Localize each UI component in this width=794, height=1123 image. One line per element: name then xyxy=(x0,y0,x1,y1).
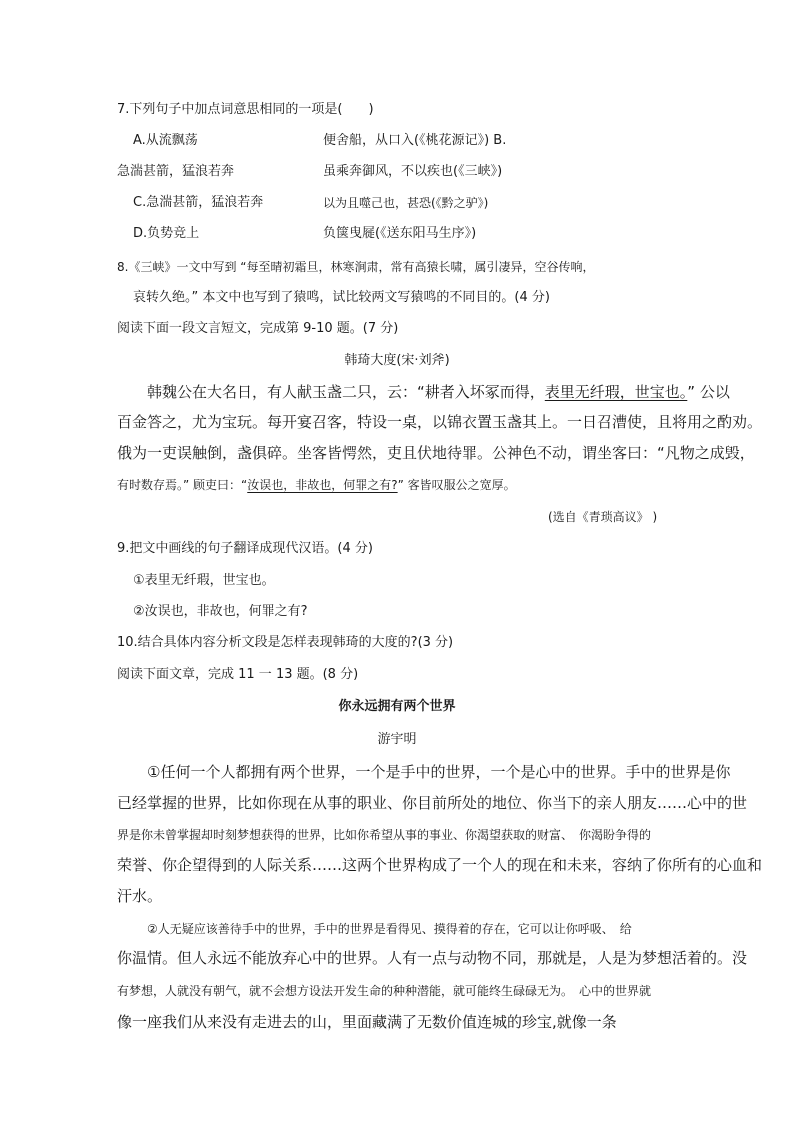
q8-line1: 8.《三峡》一文中写到 “每至晴初霜旦，林寒涧肃，常有高猿长啸，属引凄异，空谷传响， xyxy=(117,260,595,274)
passage1-line3: 俄为一吏误触倒，盏俱碎。坐客皆愕然，吏且伏地待罪。公神色不动，谓坐客曰：“凡物之成毁， xyxy=(117,444,755,462)
q7-row3-left: C.急湍甚箭，猛浪若奔 xyxy=(133,195,264,210)
article-line: 汗水。 xyxy=(117,887,163,905)
article-line: 你温情。但人永远不能放弃心中的世界。人有一点与动物不同，那就是，人是为梦想活着的。没 xyxy=(117,949,748,967)
q10-stem: 10.结合具体内容分析文段是怎样表现韩琦的大度的?(3 分) xyxy=(117,635,454,650)
underlined-sentence-1: 表里无纤瑕，世宝也。 xyxy=(544,383,688,401)
q9-sentence-1: ①表里无纤瑕，世宝也。 xyxy=(133,573,275,588)
article-line: 界是你未曾掌握却时刻梦想获得的世界，比如你希望从事的事业、你渴望获取的财富、 你渴盼争得的 xyxy=(117,828,652,842)
article-line: ②人无疑应该善待手中的世界，手中的世界是看得见、摸得着的存在，它可以让你呼吸、 给 xyxy=(147,922,632,936)
article-title: 你永远拥有两个世界 xyxy=(338,699,456,714)
article-line: 有梦想，人就没有朝气，就不会想方设法开发生命的种种潜能，就可能终生碌碌无为。 心中的世界就 xyxy=(117,984,652,998)
article-line: 荣誉、你企望得到的人际关系……这两个世界构成了一个人的现在和未来，容纳了你所有的心血和 xyxy=(117,856,763,874)
passage1-text: 有时数存焉。” 顾吏曰：“ xyxy=(117,478,248,492)
passage1-line1 xyxy=(147,382,730,402)
reading-instruction-2: 阅读下面文章，完成 11 一 13 题。(8 分) xyxy=(117,667,359,682)
article-line: 像一座我们从来没有走进去的山，里面藏满了无数价值连城的珍宝,就像一条 xyxy=(117,1013,617,1031)
passage1-text: ” 客皆叹服公之宽厚。 xyxy=(397,478,516,492)
q7-row4-left: D.负势竞上 xyxy=(133,226,200,241)
article-line: ①任何一个人都拥有两个世界，一个是手中的世界，一个是心中的世界。手中的世界是你 xyxy=(147,763,731,781)
q9-sentence-2: ②汝误也，非故也，何罪之有? xyxy=(133,604,308,619)
reading-instruction-1: 阅读下面一段文言短文，完成第 9-10 题。(7 分) xyxy=(117,321,399,336)
passage1-line4 xyxy=(117,476,516,494)
q8-line2: 哀转久绝。” 本文中也写到了猿鸣，试比较两文写猿鸣的不同目的。(4 分) xyxy=(133,290,550,305)
q7-row4-right: 负箧曳屣(《送东阳马生序》) xyxy=(323,226,477,241)
article-line: 已经掌握的世界，比如你现在从事的职业、你目前所处的地位、你当下的亲人朋友……心中的世 xyxy=(117,794,748,812)
q7-row3-right: 以为且噬己也，甚恐(《黔之驴》) xyxy=(323,196,489,210)
passage1-text: 韩魏公在大名日，有人献玉盏二只，云：“耕者入坏冢而得， xyxy=(147,383,545,401)
q7-row2-right: 虽乘奔御风，不以疾也(《三峡》) xyxy=(323,164,503,179)
underlined-sentence-2: 汝误也，非故也，何罪之有? xyxy=(247,478,398,492)
article-author: 游宇明 xyxy=(377,732,417,747)
passage1-title: 韩琦大度(宋·刘斧) xyxy=(344,353,450,368)
q7-row1-left: A.从流飘荡 xyxy=(133,133,198,148)
q7-row2-left: 急湍甚箭，猛浪若奔 xyxy=(117,164,235,179)
passage1-line2: 百金答之，尤为宝玩。每开宴召客，特设一桌，以锦衣置玉盏其上。一日召漕使，且将用之酌劝。 xyxy=(117,413,763,431)
passage1-text: ” 公以 xyxy=(687,383,730,401)
passage1-source: (选自《青琐高议》 ) xyxy=(548,510,658,524)
q9-stem: 9.把文中画线的句子翻译成现代汉语。(4 分) xyxy=(117,541,373,556)
q7-row1-right: 便舍船，从口入(《桃花源记》) B. xyxy=(323,133,507,148)
q7-stem: 7.下列句子中加点词意思相同的一项是( ) xyxy=(117,102,374,117)
